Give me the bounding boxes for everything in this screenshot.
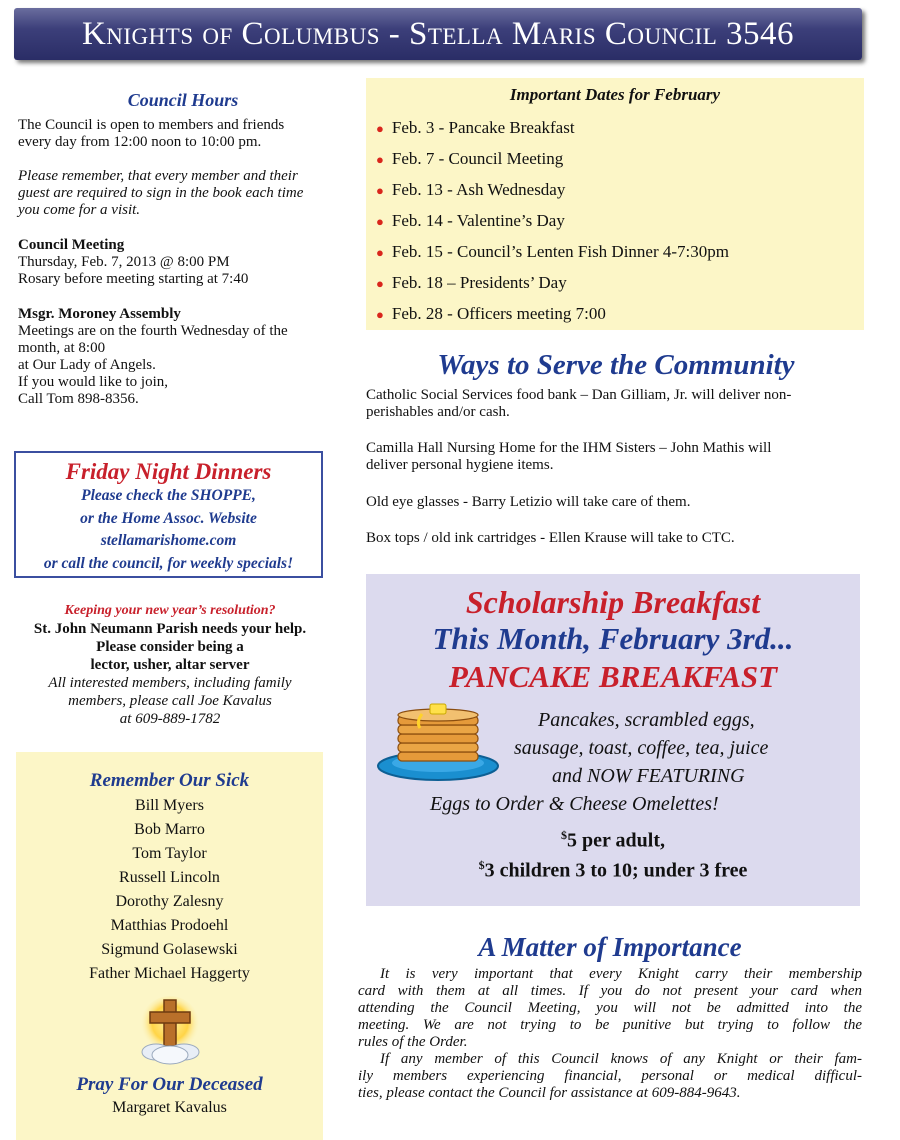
list-item [376,237,864,268]
text-line: Please consider being a [96,639,244,655]
list-item [376,144,864,175]
assembly-title: Msgr. Moroney Assembly [18,306,181,322]
list-item [376,206,864,237]
date-text: Feb. 7 - Council Meeting [391,149,564,168]
scholarship-box [366,574,860,906]
text-line: If any member of this Council knows of any Knight or their fam- [380,1051,862,1067]
important-dates-title: Important Dates for February [509,85,721,104]
text-line: card with them at all times. If you do not present your card when [358,983,862,999]
importance-paragraph-2 [358,1051,862,1102]
deceased-title: Pray For Our Deceased [76,1074,263,1095]
text-line: St. John Neumann Parish needs your help. [33,621,307,637]
text-line: you come for a visit. [18,202,141,218]
council-hours-title: Council Hours [127,90,239,110]
friday-dinners-title: Friday Night Dinners [65,459,272,484]
friday-dinners-box [14,451,323,578]
text-line: Box tops / old ink cartridges - Ellen Krause will take to CTC. [366,530,735,546]
text-line: Catholic Social Services food bank – Dan Gilliam, Jr. will deliver non- [366,387,792,403]
text-line: Please remember, that every member and their [18,168,298,184]
bullet-icon: ● [376,307,384,322]
list-item: Sigmund Golasewski [101,941,238,958]
bullet-icon: ● [376,245,384,260]
assembly-block [18,306,348,408]
text-line: Pancakes, scrambled eggs, [538,709,755,731]
serve-paragraph [366,530,866,547]
header-banner [14,8,862,60]
resolution-section [14,602,326,728]
date-text: Feb. 18 – Presidents’ Day [391,273,567,292]
text-line: lector, usher, altar server [90,657,250,673]
important-dates-box [366,78,864,330]
text-line: It is very important that every Knight carry their membership [380,966,862,982]
text-line: or the Home Assoc. Website [80,509,257,527]
text-line: Please check the SHOPPE, [81,487,256,504]
serve-paragraph [366,440,866,474]
list-item [376,299,864,330]
date-text: Feb. 15 - Council’s Lenten Fish Dinner 4-7:30pm [391,242,729,261]
text-line: sausage, toast, coffee, tea, juice [514,737,769,759]
text-line: members, please call Joe Kavalus [68,693,272,709]
remember-sick-box [16,752,323,1140]
text-line: rules of the Order. [358,1034,468,1050]
list-item [376,113,864,144]
text-line: at Our Lady of Angels. [18,357,156,373]
price-text: 3 children 3 to 10; under 3 free [484,859,748,882]
text-line: ties, please contact the Council for assistance at 609-884-9643. [358,1085,741,1101]
sign-in-reminder [18,168,348,219]
list-item: Bob Marro [134,821,205,838]
bullet-icon: ● [376,214,384,229]
bullet-icon: ● [376,276,384,291]
sick-title: Remember Our Sick [89,770,250,791]
bullet-icon: ● [376,152,384,167]
text-line: Thursday, Feb. 7, 2013 @ 8:00 PM [18,254,230,270]
council-meeting-title: Council Meeting [18,237,125,253]
list-item [376,175,864,206]
text-line: If you would like to join, [18,374,168,390]
date-text: Feb. 28 - Officers meeting 7:00 [391,304,606,323]
scholarship-menu [366,706,860,818]
text-line: guest are required to sign in the book each time [18,185,304,201]
council-meeting-block [18,237,348,288]
bullet-icon: ● [376,183,384,198]
resolution-title: Keeping your new year’s resolution? [64,603,276,618]
cross-in-clouds-icon [130,992,210,1068]
list-item: Matthias Prodoehl [110,917,229,934]
text-line: Old eye glasses - Barry Letizio will take care of them. [366,494,691,510]
text-line: at 609-889-1782 [119,711,221,727]
header-title: Knights of Columbus - Stella Maris Council 3546 [81,16,795,52]
list-item: Margaret Kavalus [112,1099,227,1116]
resolution-contact [14,674,326,728]
text-line: month, at 8:00 [18,340,106,356]
friday-dinners-text [16,485,321,575]
list-item [376,268,864,299]
currency-symbol: $ [478,858,485,872]
importance-title: A Matter of Importance [478,932,742,962]
importance-paragraph-1 [358,966,862,1051]
serve-paragraph [366,387,866,421]
text-line: and NOW FEATURING [552,765,745,787]
serve-paragraphs [366,387,866,547]
website-text: stellamarishome.com [100,532,237,549]
scholarship-subtitle: This Month, February 3rd... [432,621,794,656]
list-item: Bill Myers [135,797,204,814]
price-child [366,852,860,884]
text-line: Rosary before meeting starting at 7:40 [18,271,249,287]
text-line: perishables and/or cash. [366,404,510,420]
text-line: Call Tom 898-8356. [18,391,139,407]
text-line: Camilla Hall Nursing Home for the IHM Sisters – John Mathis will [366,440,772,456]
price-adult [366,822,860,854]
text-line: or call the council, for weekly specials! [43,554,294,572]
serve-title: Ways to Serve the Community [437,349,795,381]
text-line: ily members experiencing financial, personal or medical difficul- [358,1068,862,1084]
serve-section [366,348,866,547]
date-text: Feb. 14 - Valentine’s Day [391,211,565,230]
list-item: Russell Lincoln [119,869,220,886]
text-line: attending the Council Meeting, you will not be admitted into the [358,1000,862,1016]
date-text: Feb. 3 - Pancake Breakfast [391,118,575,137]
sick-list [16,794,323,986]
scholarship-event: PANCAKE BREAKFAST [448,659,778,694]
text-line: All interested members, including family [48,675,292,691]
text-line: meeting. We are not trying to be punitive but trying to follow the [358,1017,862,1033]
scholarship-title: Scholarship Breakfast [465,584,761,620]
date-text: Feb. 13 - Ash Wednesday [391,180,566,199]
text-line: The Council is open to members and friends [18,117,285,133]
bullet-icon: ● [376,121,384,136]
list-item: Tom Taylor [132,845,207,862]
important-dates-list [376,113,864,330]
currency-symbol: $ [561,828,567,842]
text-line: Eggs to Order & Cheese Omelettes! [430,793,719,815]
list-item: Father Michael Haggerty [89,965,250,982]
text-line: Meetings are on the fourth Wednesday of the [18,323,288,339]
price-text: 5 per adult, [567,829,665,852]
text-line: deliver personal hygiene items. [366,457,554,473]
resolution-help [14,620,326,674]
importance-section [358,930,862,1102]
list-item: Dorothy Zalesny [115,893,224,910]
serve-paragraph [366,494,866,511]
text-line: every day from 12:00 noon to 10:00 pm. [18,134,262,150]
council-hours-intro [18,117,348,151]
council-hours-section [18,90,348,408]
